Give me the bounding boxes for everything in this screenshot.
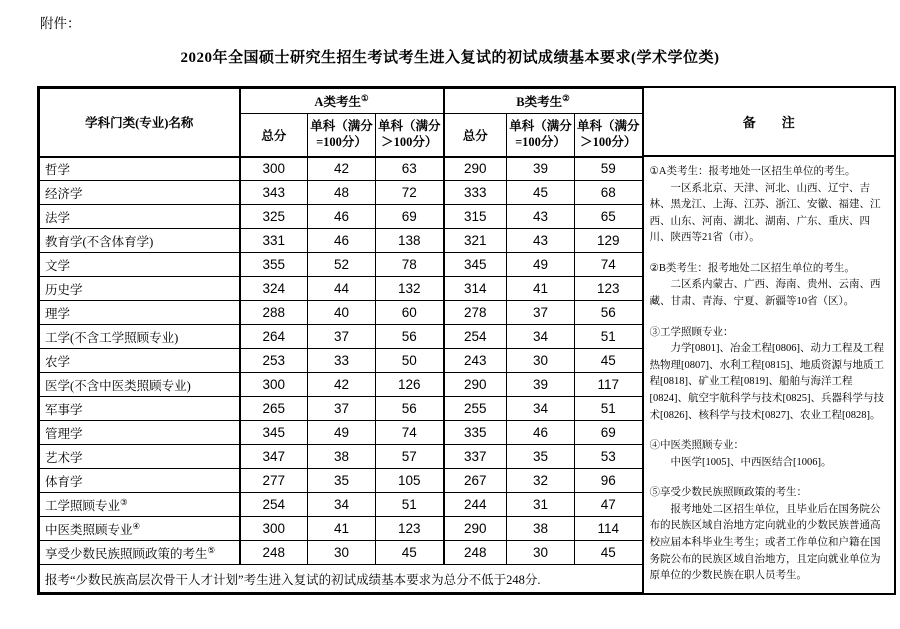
remark-lead: ④中医类照顾专业：	[649, 440, 744, 452]
remark-body: 二区系内蒙古、广西、海南、贵州、云南、西藏、甘肃、青海、宁夏、新疆等10省（区）。	[649, 279, 881, 308]
footnote-ref: ③	[120, 496, 128, 507]
remark-lead: ③工学照顾专业：	[649, 326, 734, 338]
score-cell: 34	[507, 325, 575, 349]
score-cell: 37	[308, 325, 376, 349]
column-header-single-gt100-a	[376, 114, 444, 157]
subject-name: 体育学	[45, 474, 83, 489]
table-row	[40, 229, 642, 253]
score-cell: 254	[444, 325, 507, 349]
score-cell: 345	[444, 253, 507, 277]
remark-block	[650, 438, 889, 471]
table-row	[40, 397, 642, 421]
score-cell: 44	[308, 277, 376, 301]
score-cell: 321	[444, 229, 507, 253]
score-cell: 60	[376, 301, 444, 325]
subject-name: 理学	[45, 306, 71, 321]
score-cell: 46	[308, 229, 376, 253]
table-left-section	[39, 88, 642, 593]
subject-name: 文学	[45, 258, 71, 273]
page-title: 2020年全国硕士研究生招生考试考生进入复试的初试成绩基本要求(学术学位类)	[180, 50, 720, 66]
table-row	[40, 157, 642, 181]
subject-name-cell	[40, 445, 240, 469]
score-cell: 278	[444, 301, 507, 325]
score-cell: 343	[240, 181, 308, 205]
remarks-column	[642, 88, 895, 593]
subject-name-cell	[40, 541, 240, 565]
subject-name-cell	[40, 205, 240, 229]
subject-name: 教育学(不含体育学)	[45, 234, 154, 249]
score-cell: 290	[444, 373, 507, 397]
score-cell: 48	[308, 181, 376, 205]
score-cell: 300	[240, 517, 308, 541]
remark-block	[650, 325, 889, 424]
score-cell: 45	[575, 541, 642, 565]
score-cell: 49	[308, 421, 376, 445]
remark-body: 报考地处二区招生单位，且毕业后在国务院公布的民族区域自治地方定向就业的少数民族普通高校应届本科毕业生考生；或者工作单位和户籍在国务院公布的民族区域自治地方，且定向就业单位为原单位的少数民族在职人员考生。	[649, 503, 881, 582]
table-row	[40, 469, 642, 493]
subject-name: 工学(不含工学照顾专业)	[45, 330, 179, 345]
table-row	[40, 517, 642, 541]
score-cell: 333	[444, 181, 507, 205]
score-cell: 331	[240, 229, 308, 253]
score-cell: 74	[575, 253, 642, 277]
score-cell: 38	[308, 445, 376, 469]
remark-lead: ①A类考生：报考地处一区招生单位的考生。	[649, 166, 856, 177]
score-cell: 78	[376, 253, 444, 277]
score-cell: 123	[575, 277, 642, 301]
sub-line1: 单科（满分	[509, 119, 572, 134]
score-cell: 33	[308, 349, 376, 373]
subject-name: 中医类照顾专业	[45, 522, 133, 537]
score-cell: 300	[240, 157, 308, 181]
score-cell: 39	[507, 373, 575, 397]
score-cell: 45	[575, 349, 642, 373]
score-cell: 300	[240, 373, 308, 397]
score-cell: 37	[507, 301, 575, 325]
score-cell: 355	[240, 253, 308, 277]
column-header-group-a	[240, 89, 444, 114]
score-cell: 335	[444, 421, 507, 445]
score-cell: 30	[507, 349, 575, 373]
score-cell: 69	[376, 205, 444, 229]
subject-name-cell	[40, 373, 240, 397]
footer-note: 报考“少数民族高层次骨干人才计划”考生进入复试的初试成绩基本要求为总分不低于248分.	[40, 565, 642, 593]
sub-line1: 单科（满分	[377, 119, 441, 134]
sub-line2: ＞100分）	[580, 134, 637, 149]
score-cell: 267	[444, 469, 507, 493]
score-cell: 51	[575, 397, 642, 421]
group-a-label: A类考生	[314, 95, 361, 109]
score-requirements-table	[37, 86, 896, 595]
score-cell: 30	[308, 541, 376, 565]
score-cell: 32	[507, 469, 575, 493]
sub-line1: 单科（满分	[576, 119, 640, 134]
subject-name-cell	[40, 301, 240, 325]
group-b-label: B类考生	[516, 95, 563, 109]
score-cell: 34	[507, 397, 575, 421]
subject-name: 农学	[45, 354, 71, 369]
score-cell: 42	[308, 157, 376, 181]
score-cell: 42	[308, 373, 376, 397]
table-row	[40, 277, 642, 301]
footnote-ref-a: ①	[360, 92, 369, 103]
score-cell: 56	[575, 301, 642, 325]
score-cell: 290	[444, 157, 507, 181]
table-row	[40, 541, 642, 565]
score-cell: 56	[376, 397, 444, 421]
score-cell: 126	[376, 373, 444, 397]
score-cell: 43	[507, 205, 575, 229]
table-row	[40, 325, 642, 349]
score-cell: 34	[308, 493, 376, 517]
score-cell: 314	[444, 277, 507, 301]
score-cell: 46	[507, 421, 575, 445]
score-cell: 38	[507, 517, 575, 541]
score-cell: 56	[376, 325, 444, 349]
score-cell: 290	[444, 517, 507, 541]
score-cell: 35	[507, 445, 575, 469]
remark-body: 一区系北京、天津、河北、山西、辽宁、吉林、黑龙江、上海、江苏、浙江、安徽、福建、江西、山东、河南、湖北、湖南、广东、重庆、四川、陕西等21省（市）。	[649, 182, 881, 244]
remark-block	[650, 485, 889, 584]
score-cell: 53	[575, 445, 642, 469]
remark-body: 力学[0801]、冶金工程[0806]、动力工程及工程热物理[0807]、水利工程[0815]、地质资源与地质工程[0818]、矿业工程[0819]、船舶与海洋工程[0824]、航空宇航科学与技术[0825]、兵器科学与技术[0826]、核科学与技术[0827]、农业工程[0828]。	[649, 343, 884, 421]
table-row	[40, 301, 642, 325]
score-cell: 51	[575, 325, 642, 349]
score-cell: 39	[507, 157, 575, 181]
subject-name: 管理学	[45, 426, 83, 441]
table-row	[40, 493, 642, 517]
score-cell: 57	[376, 445, 444, 469]
score-cell: 243	[444, 349, 507, 373]
score-cell: 63	[376, 157, 444, 181]
score-cell: 288	[240, 301, 308, 325]
table-footer	[40, 565, 642, 593]
score-cell: 96	[575, 469, 642, 493]
score-cell: 51	[376, 493, 444, 517]
sub-line1: 单科（满分	[310, 119, 373, 134]
table-header	[40, 89, 642, 157]
score-cell: 347	[240, 445, 308, 469]
column-header-single-eq100-a	[308, 114, 376, 157]
subject-name-cell	[40, 421, 240, 445]
score-cell: 248	[240, 541, 308, 565]
subject-name: 经济学	[45, 186, 83, 201]
subject-name-cell	[40, 181, 240, 205]
sub-line2: ＞100分）	[381, 134, 438, 149]
footnote-ref: ④	[132, 520, 141, 531]
score-cell: 69	[575, 421, 642, 445]
score-cell: 248	[444, 541, 507, 565]
table-row	[40, 421, 642, 445]
score-cell: 45	[376, 541, 444, 565]
table-row	[40, 349, 642, 373]
score-cell: 123	[376, 517, 444, 541]
subject-name-cell	[40, 229, 240, 253]
score-cell: 52	[308, 253, 376, 277]
sub-line2: =100分）	[316, 134, 367, 149]
subject-name-cell	[40, 469, 240, 493]
table-row	[40, 181, 642, 205]
score-cell: 138	[376, 229, 444, 253]
table-row	[40, 445, 642, 469]
subject-name: 哲学	[45, 162, 71, 177]
footnote-ref: ⑤	[207, 544, 216, 555]
column-header-total-b: 总分	[444, 114, 507, 157]
score-cell: 132	[376, 277, 444, 301]
subject-name: 医学(不含中医类照顾专业)	[45, 378, 191, 393]
remark-lead: ②B类考生：报考地处二区招生单位的考生。	[649, 262, 855, 274]
score-cell: 337	[444, 445, 507, 469]
column-header-subject: 学科门类(专业)名称	[40, 89, 240, 157]
score-cell: 45	[507, 181, 575, 205]
column-header-remarks: 备 注	[644, 88, 895, 157]
table-body	[40, 157, 642, 565]
column-header-total-a: 总分	[240, 114, 308, 157]
score-cell: 74	[376, 421, 444, 445]
score-cell: 114	[575, 517, 642, 541]
subject-name-cell	[40, 157, 240, 181]
subject-name-cell	[40, 325, 240, 349]
remark-block	[650, 261, 889, 311]
score-cell: 30	[507, 541, 575, 565]
remarks-content	[644, 157, 895, 593]
subject-name-cell	[40, 517, 240, 541]
subject-name: 工学照顾专业	[45, 498, 121, 513]
score-cell: 47	[575, 493, 642, 517]
table-row	[40, 373, 642, 397]
score-cell: 315	[444, 205, 507, 229]
score-cell: 255	[444, 397, 507, 421]
score-cell: 68	[575, 181, 642, 205]
score-cell: 59	[575, 157, 642, 181]
column-header-single-eq100-b	[507, 114, 575, 157]
score-cell: 264	[240, 325, 308, 349]
score-cell: 43	[507, 229, 575, 253]
remark-lead: ⑤享受少数民族照顾政策的考生：	[649, 487, 807, 499]
score-cell: 129	[575, 229, 642, 253]
column-header-single-gt100-b	[575, 114, 642, 157]
subject-name: 艺术学	[45, 450, 83, 465]
score-cell: 345	[240, 421, 308, 445]
subject-name: 历史学	[45, 282, 83, 297]
subject-name-cell	[40, 397, 240, 421]
score-cell: 37	[308, 397, 376, 421]
subject-name: 军事学	[45, 402, 83, 417]
subject-name-cell	[40, 493, 240, 517]
score-cell: 324	[240, 277, 308, 301]
subject-name: 享受少数民族照顾政策的考生	[45, 546, 208, 561]
column-header-group-b	[444, 89, 642, 114]
score-cell: 41	[308, 517, 376, 541]
score-cell: 265	[240, 397, 308, 421]
score-cell: 40	[308, 301, 376, 325]
score-cell: 50	[376, 349, 444, 373]
score-cell: 72	[376, 181, 444, 205]
footnote-ref-b: ②	[562, 92, 570, 103]
score-cell: 254	[240, 493, 308, 517]
table-row	[40, 253, 642, 277]
score-cell: 105	[376, 469, 444, 493]
remark-body: 中医学[1005]、中西医结合[1006]。	[670, 456, 832, 468]
score-cell: 244	[444, 493, 507, 517]
score-cell: 117	[575, 373, 642, 397]
score-cell: 49	[507, 253, 575, 277]
score-table	[39, 88, 642, 593]
subject-name-cell	[40, 277, 240, 301]
table-row	[40, 205, 642, 229]
score-cell: 35	[308, 469, 376, 493]
remark-block	[650, 164, 889, 247]
attachment-label: 附件：	[40, 16, 81, 31]
subject-name-cell	[40, 253, 240, 277]
score-cell: 277	[240, 469, 308, 493]
subject-name-cell	[40, 349, 240, 373]
subject-name: 法学	[45, 210, 71, 225]
score-cell: 46	[308, 205, 376, 229]
sub-line2: =100分）	[515, 134, 566, 149]
score-cell: 31	[507, 493, 575, 517]
score-cell: 65	[575, 205, 642, 229]
score-cell: 253	[240, 349, 308, 373]
score-cell: 325	[240, 205, 308, 229]
score-cell: 41	[507, 277, 575, 301]
footer-row	[40, 565, 642, 593]
